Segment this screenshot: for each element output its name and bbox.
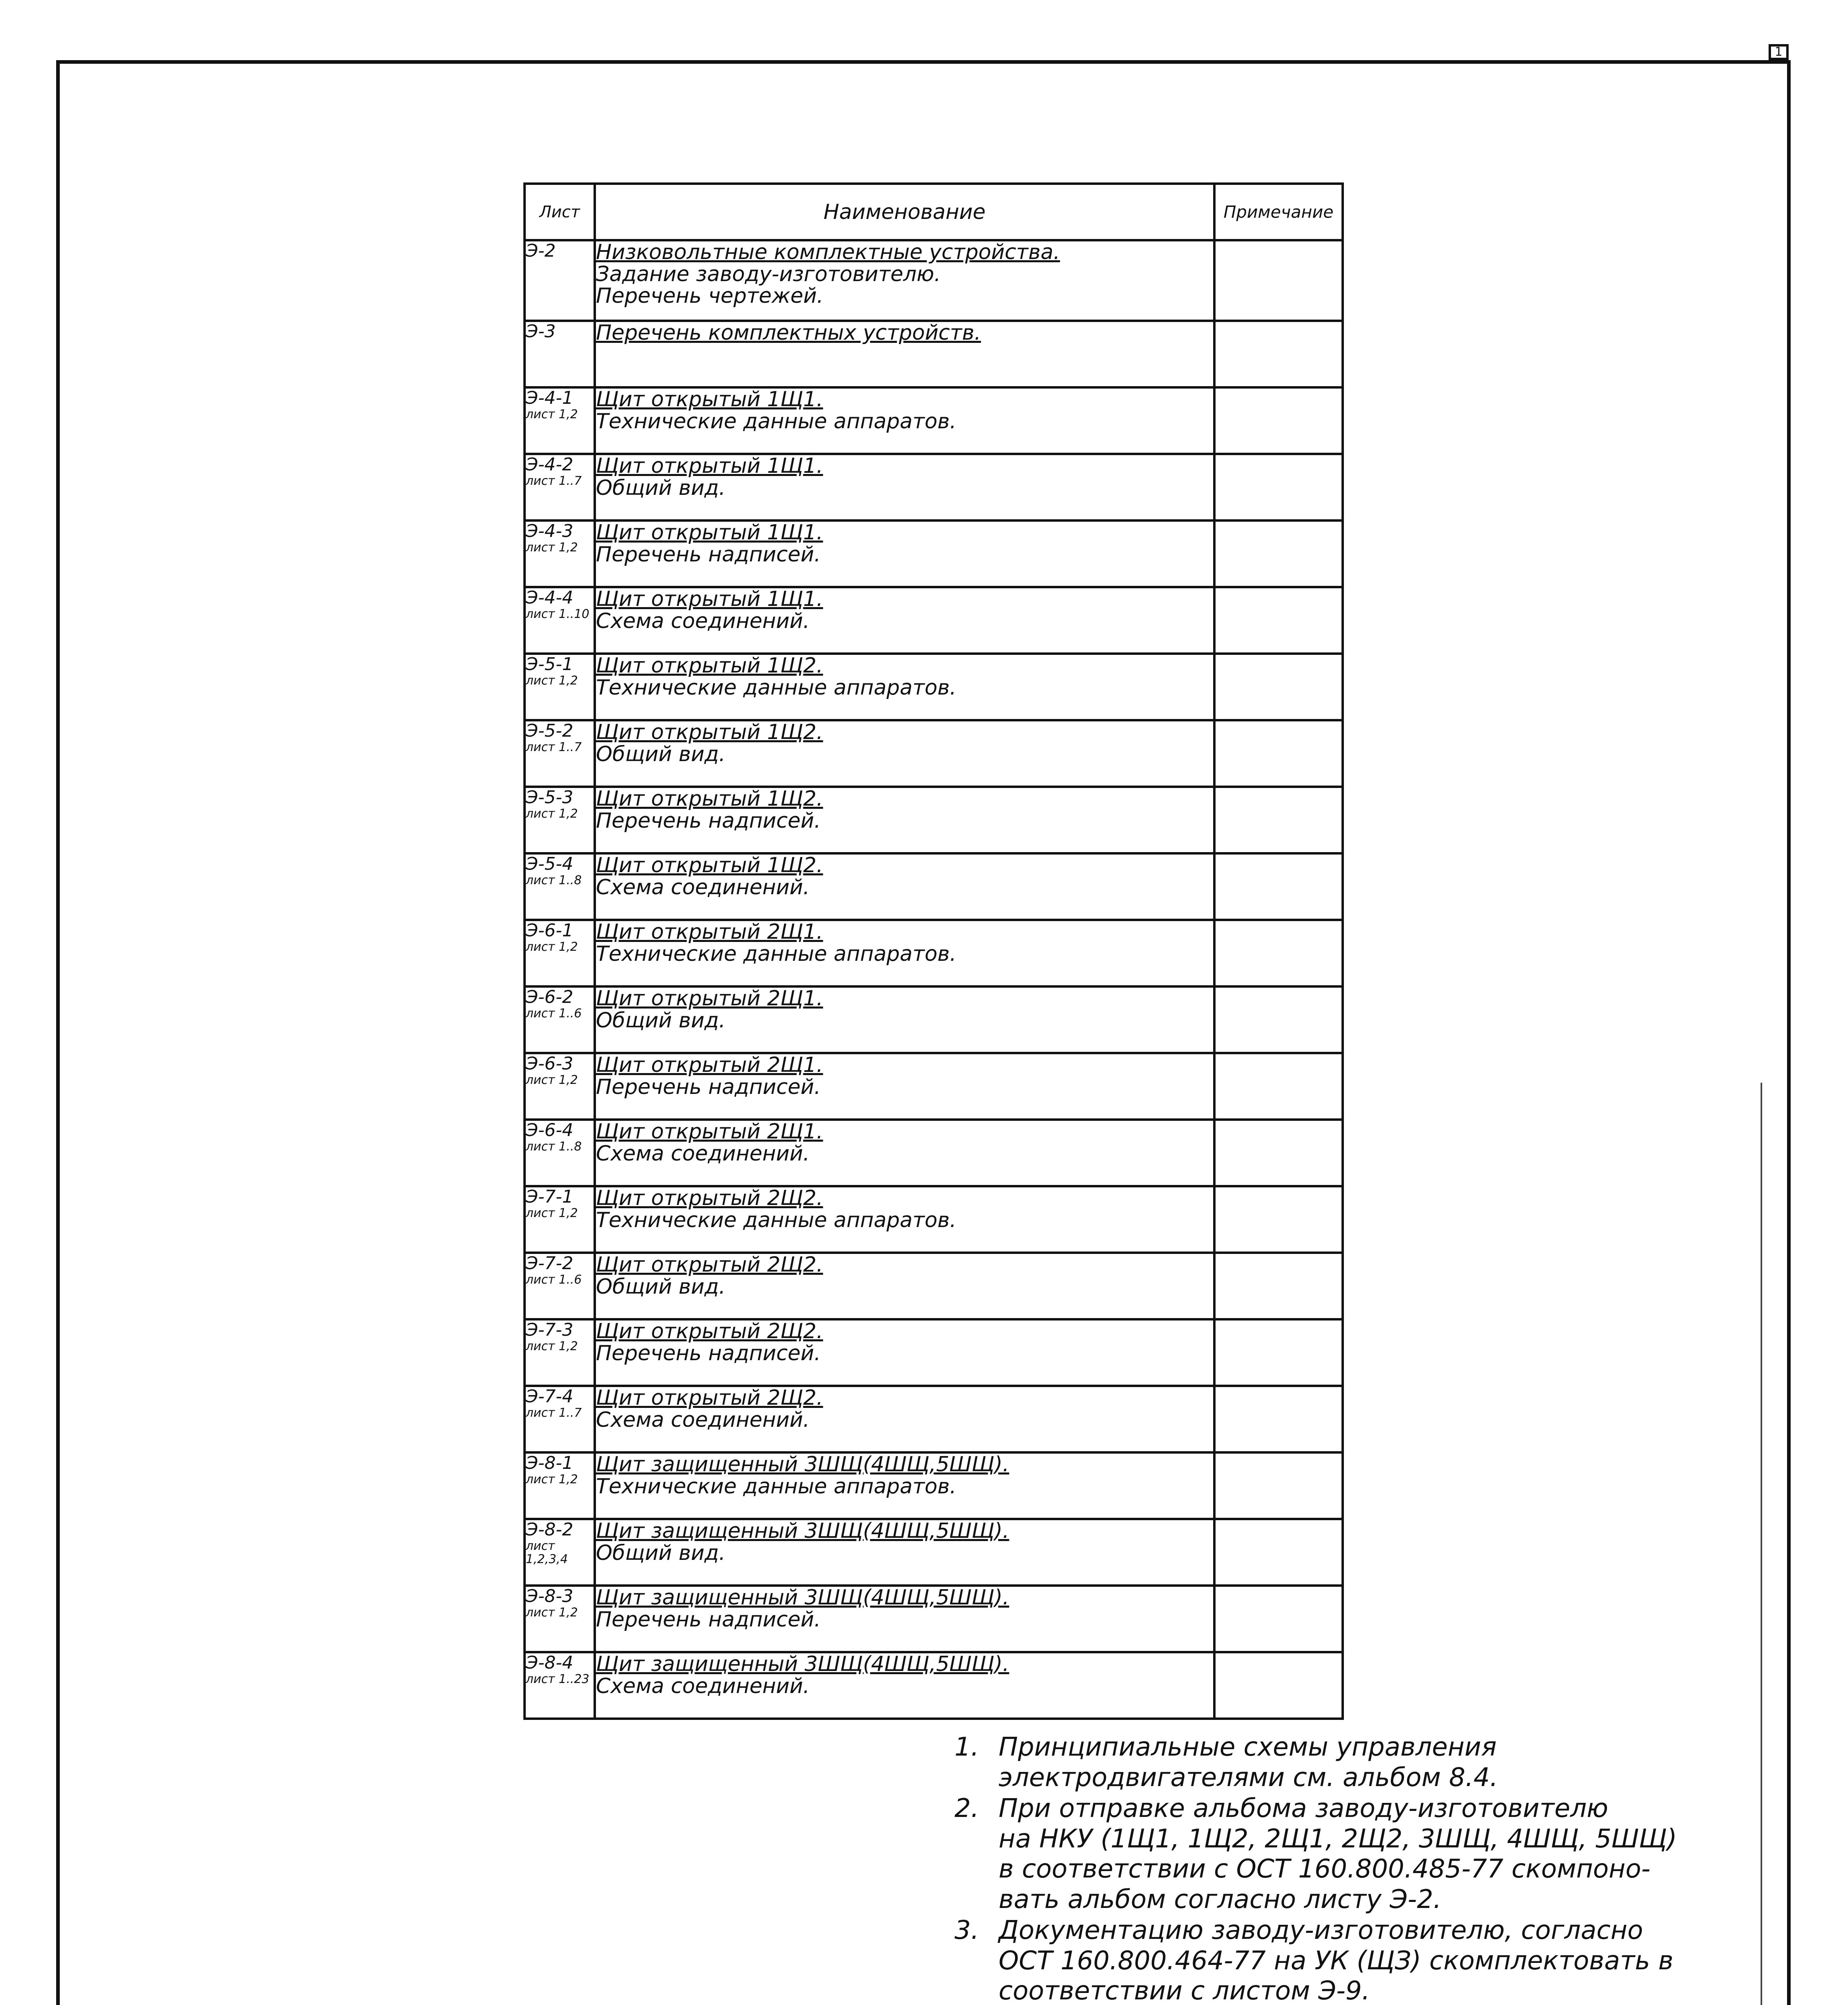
table-row	[525, 387, 1343, 454]
sheet-number-cell	[525, 387, 595, 454]
sheet-name-cell	[595, 1452, 1214, 1519]
sheet-code: Э-6-1	[526, 920, 573, 941]
sheet-name-line: Щит открытый 1Щ1.	[596, 387, 823, 411]
sheet-name-cell	[595, 1652, 1214, 1719]
sheet-name-line: Щит открытый 1Щ1.	[596, 520, 823, 545]
note-line: электродвигателями см. альбом 8.4.	[999, 1762, 1498, 1792]
note-cell	[1214, 321, 1343, 387]
sheet-number-cell	[525, 1652, 595, 1719]
corner-mark: 1	[1769, 44, 1789, 60]
table-row	[525, 720, 1343, 787]
sheet-name-line: Щит открытый 1Щ2.	[596, 720, 823, 744]
sheet-code: Э-8-1	[526, 1453, 573, 1473]
sheet-name-line: Перечень надписей.	[596, 1341, 821, 1365]
column-header-note: Примечание	[1214, 184, 1343, 240]
sheet-code: Э-5-2	[526, 721, 573, 741]
sheet-name-line: Щит открытый 1Щ2.	[596, 787, 823, 811]
sheet-code: Э-6-4	[526, 1120, 573, 1140]
note-line: вать альбом согласно листу Э-2.	[999, 1884, 1442, 1914]
sheet-code: Э-5-4	[526, 854, 573, 874]
sheet-name-line: Низковольтные комплектные устройства.	[596, 240, 1060, 264]
sheet-name-line: Щит открытый 2Щ1.	[596, 920, 823, 944]
sheet-name-line: Схема соединений.	[596, 609, 810, 633]
sheet-number-cell	[525, 587, 595, 654]
sheet-name-line: Щит открытый 2Щ2.	[596, 1253, 823, 1277]
notes-block	[954, 1732, 1741, 2005]
sheet-name-cell	[595, 787, 1214, 853]
sheet-range: лист 1..8	[526, 873, 582, 888]
sheet-name-cell	[595, 1519, 1214, 1586]
sheet-name-line: Технические данные аппаратов.	[596, 675, 956, 700]
table-row	[525, 1053, 1343, 1120]
sheet-name-line: Щит открытый 2Щ2.	[596, 1319, 823, 1343]
sheet-number-cell	[525, 240, 595, 321]
sheet-number-cell	[525, 654, 595, 720]
note-item	[954, 1794, 1741, 1915]
note-cell	[1214, 1452, 1343, 1519]
sheet-name-line: Щит открытый 2Щ1.	[596, 986, 823, 1011]
sheet-code: Э-6-2	[526, 987, 573, 1007]
sheet-range: лист 1..23	[526, 1672, 590, 1687]
sheet-number-cell	[525, 1186, 595, 1253]
table-row	[525, 1253, 1343, 1319]
sheet-number-cell	[525, 1319, 595, 1386]
sheet-range: лист 1,2	[526, 407, 578, 422]
table-row	[525, 1186, 1343, 1253]
note-cell	[1214, 520, 1343, 587]
sheet-code: Э-8-3	[526, 1586, 573, 1606]
note-cell	[1214, 1053, 1343, 1120]
margin-line	[1761, 1083, 1762, 2005]
sheet-name-line: Технические данные аппаратов.	[596, 409, 956, 433]
sheet-range: лист 1,2	[526, 1606, 578, 1620]
sheet-name-cell	[595, 986, 1214, 1053]
sheet-name-cell	[595, 920, 1214, 986]
sheet-name-cell	[595, 720, 1214, 787]
sheet-name-cell	[595, 520, 1214, 587]
note-cell	[1214, 454, 1343, 520]
sheet-name-line: Щит открытый 1Щ2.	[596, 853, 823, 877]
sheet-code: Э-8-2	[526, 1519, 573, 1540]
sheet-name-line: Задание заводу-изготовителю.	[596, 262, 941, 286]
note-line: Документацию заводу-изготовителю, согласно	[999, 1916, 1643, 1946]
note-item	[954, 1916, 1741, 2005]
table-row	[525, 587, 1343, 654]
sheet-name-cell	[595, 454, 1214, 520]
table-row	[525, 1519, 1343, 1586]
note-text	[999, 1916, 1674, 2005]
table-row	[525, 1120, 1343, 1186]
sheet-range: лист 1..7	[526, 740, 582, 755]
sheet-number-cell	[525, 986, 595, 1053]
note-number: 3.	[954, 1916, 979, 1946]
sheet-number-cell	[525, 920, 595, 986]
note-line: Принципиальные схемы управления	[999, 1732, 1497, 1762]
sheet-number-cell	[525, 853, 595, 920]
sheet-number-cell	[525, 1053, 595, 1120]
table-row	[525, 986, 1343, 1053]
sheet-name-line: Перечень чертежей.	[596, 284, 824, 308]
note-cell	[1214, 1386, 1343, 1452]
note-cell	[1214, 587, 1343, 654]
note-cell	[1214, 387, 1343, 454]
sheet-name-cell	[595, 853, 1214, 920]
sheet-code: Э-3	[526, 321, 556, 342]
sheet-range: лист 1,2	[526, 1339, 578, 1354]
sheet-code: Э-2	[526, 241, 556, 261]
sheet-name-line: Щит открытый 2Щ1.	[596, 1053, 823, 1077]
table-row	[525, 853, 1343, 920]
sheet-name-line: Перечень комплектных устройств.	[596, 321, 981, 345]
sheet-name-line: Щит открытый 1Щ1.	[596, 587, 823, 611]
sheet-code: Э-7-3	[526, 1320, 573, 1340]
note-cell	[1214, 1519, 1343, 1586]
table-row	[525, 240, 1343, 321]
sheet-list-table	[523, 182, 1344, 1720]
table-header-row	[525, 184, 1343, 240]
note-number: 1.	[954, 1732, 979, 1762]
sheet-number-cell	[525, 1452, 595, 1519]
sheet-number-cell	[525, 787, 595, 853]
sheet-name-line: Общий вид.	[596, 1008, 726, 1033]
sheet-name-line: Перечень надписей.	[596, 1607, 821, 1632]
sheet-name-line: Щит открытый 2Щ2.	[596, 1186, 823, 1210]
sheet-number-cell	[525, 1519, 595, 1586]
sheet-number-cell	[525, 1386, 595, 1452]
sheet-number-cell	[525, 720, 595, 787]
sheet-name-line: Схема соединений.	[596, 1141, 810, 1166]
note-cell	[1214, 787, 1343, 853]
note-cell	[1214, 240, 1343, 321]
sheet-name-line: Общий вид.	[596, 1541, 726, 1565]
sheet-name-cell	[595, 1053, 1214, 1120]
note-line: соответствии с листом Э-9.	[999, 1976, 1370, 2005]
note-cell	[1214, 920, 1343, 986]
sheet-name-line: Перечень надписей.	[596, 1075, 821, 1099]
sheet-name-cell	[595, 1253, 1214, 1319]
sheet-range: лист 1..8	[526, 1140, 582, 1154]
table-row	[525, 1652, 1343, 1719]
sheet-name-line: Щит защищенный 3ШЩ(4ШЩ,5ШЩ).	[596, 1452, 1009, 1476]
column-header-sheet: Лист	[525, 184, 595, 240]
table-row	[525, 1452, 1343, 1519]
sheet-name-cell	[595, 240, 1214, 321]
note-cell	[1214, 720, 1343, 787]
note-line: в соответствии с ОСТ 160.800.485-77 скомпоно-	[999, 1854, 1651, 1884]
sheet-name-line: Общий вид.	[596, 1274, 726, 1299]
sheet-name-line: Схема соединений.	[596, 1674, 810, 1698]
sheet-range: лист 1,2	[526, 807, 578, 821]
note-cell	[1214, 1253, 1343, 1319]
sheet-number-cell	[525, 454, 595, 520]
sheet-code: Э-8-4	[526, 1653, 573, 1673]
sheet-name-cell	[595, 321, 1214, 387]
sheet-range: лист 1..7	[526, 474, 582, 488]
sheet-code: Э-6-3	[526, 1053, 573, 1074]
note-cell	[1214, 1586, 1343, 1652]
sheet-name-line: Технические данные аппаратов.	[596, 1474, 956, 1499]
sheet-name-line: Технические данные аппаратов.	[596, 1208, 956, 1232]
sheet-name-cell	[595, 654, 1214, 720]
sheet-range: лист 1..6	[526, 1273, 582, 1287]
sheet-range: лист 1,2	[526, 541, 578, 555]
sheet-code: Э-4-3	[526, 521, 573, 541]
table-row	[525, 1319, 1343, 1386]
note-text	[999, 1794, 1677, 1915]
sheet-name-cell	[595, 1120, 1214, 1186]
note-text	[999, 1732, 1498, 1793]
sheet-range: лист 1,2	[526, 1472, 578, 1487]
note-cell	[1214, 1319, 1343, 1386]
note-cell	[1214, 1120, 1343, 1186]
sheet-range: лист 1..10	[526, 607, 590, 622]
sheet-name-cell	[595, 1586, 1214, 1652]
sheet-name-cell	[595, 587, 1214, 654]
sheet-code: Э-4-4	[526, 587, 573, 608]
note-line: на НКУ (1Щ1, 1Щ2, 2Щ1, 2Щ2, 3ШЩ, 4ШЩ, 5ШЩ)	[999, 1824, 1677, 1854]
sheet-code: Э-7-4	[526, 1386, 573, 1407]
sheet-name-cell	[595, 1319, 1214, 1386]
note-item	[954, 1732, 1741, 1793]
sheet-code: Э-5-3	[526, 787, 573, 808]
sheet-name-line: Щит открытый 2Щ1.	[596, 1120, 823, 1144]
note-cell	[1214, 986, 1343, 1053]
sheet-name-cell	[595, 387, 1214, 454]
table-row	[525, 1386, 1343, 1452]
sheet-name-line: Щит защищенный 3ШЩ(4ШЩ,5ШЩ).	[596, 1519, 1009, 1543]
sheet-name-cell	[595, 1386, 1214, 1452]
note-number: 2.	[954, 1794, 979, 1824]
sheet-name-line: Технические данные аппаратов.	[596, 942, 956, 966]
sheet-name-line: Щит защищенный 3ШЩ(4ШЩ,5ШЩ).	[596, 1586, 1009, 1610]
table-row	[525, 787, 1343, 853]
note-cell	[1214, 1186, 1343, 1253]
note-cell	[1214, 853, 1343, 920]
table-row	[525, 321, 1343, 387]
sheet-name-line: Общий вид.	[596, 742, 726, 766]
sheet-name-line: Щит защищенный 3ШЩ(4ШЩ,5ШЩ).	[596, 1652, 1009, 1676]
sheet-number-cell	[525, 1120, 595, 1186]
sheet-range: лист 1..7	[526, 1406, 582, 1420]
sheet-name-line: Щит открытый 1Щ2.	[596, 654, 823, 678]
note-cell	[1214, 1652, 1343, 1719]
sheet-number-cell	[525, 321, 595, 387]
table-row	[525, 1586, 1343, 1652]
sheet-name-line: Перечень надписей.	[596, 808, 821, 833]
note-cell	[1214, 654, 1343, 720]
sheet-range: лист 1,2	[526, 1073, 578, 1088]
table-row	[525, 920, 1343, 986]
sheet-name-line: Щит открытый 2Щ2.	[596, 1386, 823, 1410]
sheet-range: лист 1,2	[526, 1206, 578, 1221]
sheet-code: Э-4-2	[526, 454, 573, 475]
note-line: ОСТ 160.800.464-77 на УК (ЩЗ) скомплектовать в	[999, 1946, 1674, 1976]
sheet-name-line: Перечень надписей.	[596, 542, 821, 567]
sheet-range: лист 1,2,3,4	[526, 1539, 568, 1567]
note-line: При отправке альбома заводу-изготовителю	[999, 1794, 1609, 1824]
table-row	[525, 454, 1343, 520]
sheet-code: Э-7-2	[526, 1253, 573, 1274]
sheet-name-cell	[595, 1186, 1214, 1253]
sheet-code: Э-5-1	[526, 654, 573, 674]
table-row	[525, 520, 1343, 587]
sheet-code: Э-4-1	[526, 388, 573, 408]
sheet-number-cell	[525, 1586, 595, 1652]
sheet-name-line: Схема соединений.	[596, 1408, 810, 1432]
table-row	[525, 654, 1343, 720]
sheet-number-cell	[525, 1253, 595, 1319]
sheet-range: лист 1..6	[526, 1007, 582, 1021]
sheet-name-line: Щит открытый 1Щ1.	[596, 454, 823, 478]
sheet-name-line: Схема соединений.	[596, 875, 810, 899]
sheet-range: лист 1,2	[526, 674, 578, 688]
sheet-range: лист 1,2	[526, 940, 578, 954]
sheet-code: Э-7-1	[526, 1187, 573, 1207]
sheet-name-line: Общий вид.	[596, 476, 726, 500]
sheet-number-cell	[525, 520, 595, 587]
column-header-name: Наименование	[595, 184, 1214, 240]
